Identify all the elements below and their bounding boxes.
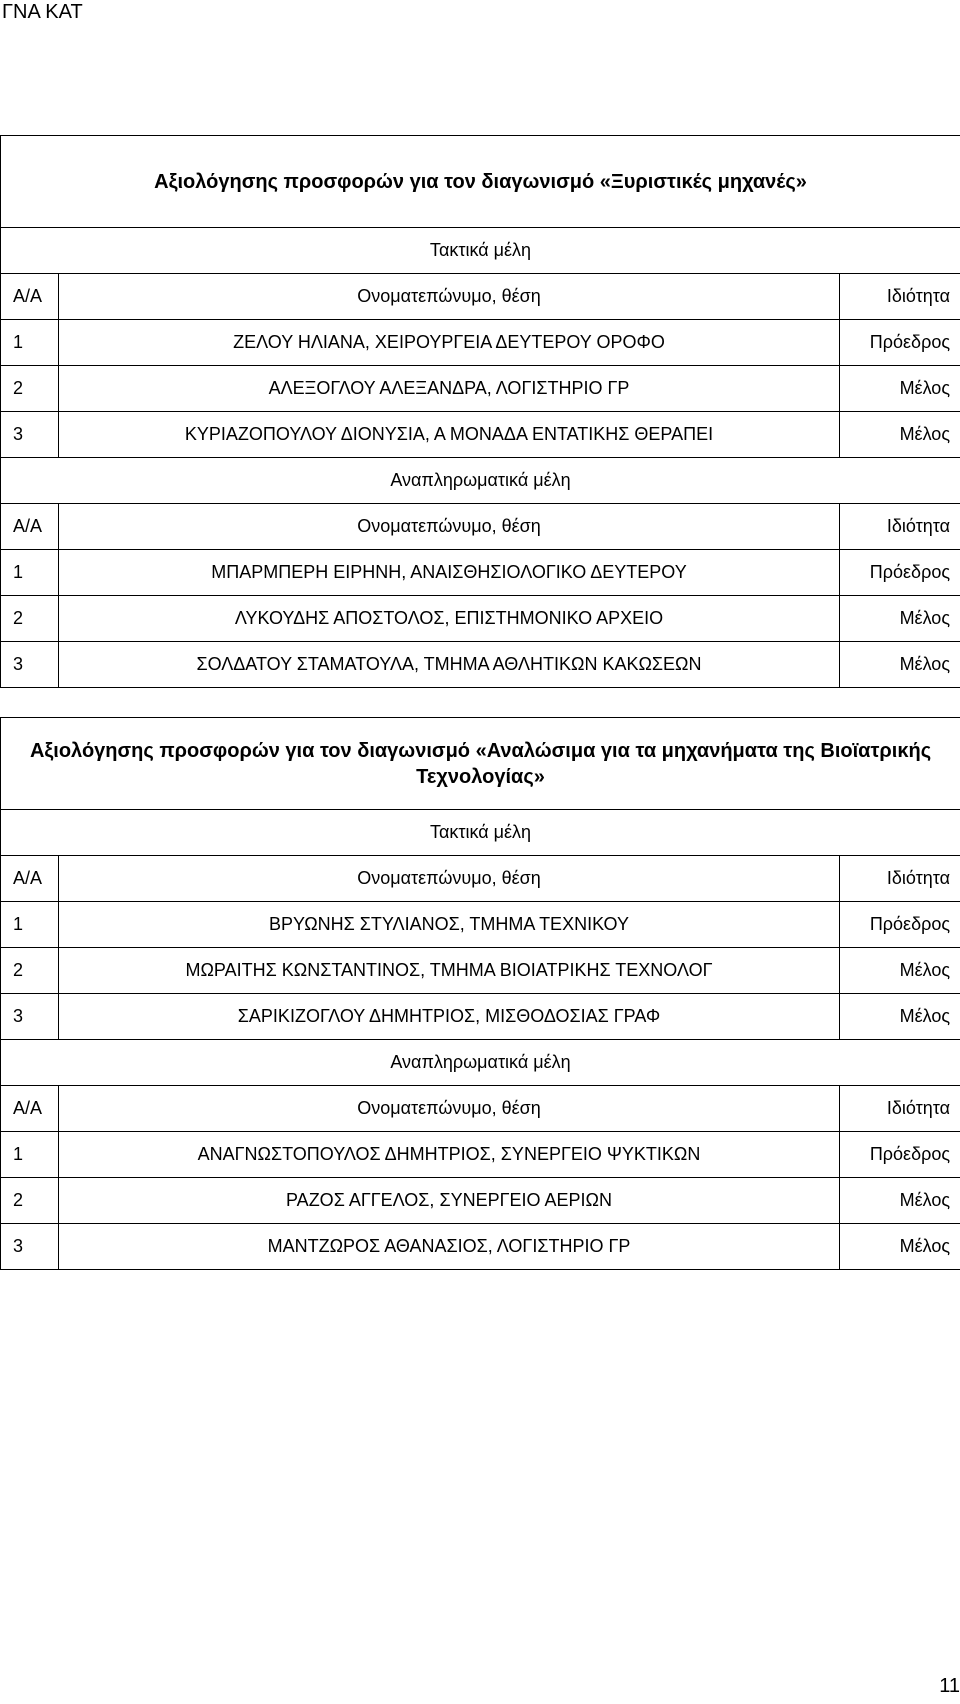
row-number: 3 — [1, 994, 59, 1040]
row-number: 1 — [1, 550, 59, 596]
table-row — [1, 550, 960, 596]
column-header-row — [1, 1086, 960, 1132]
committee-table-2 — [0, 717, 960, 1270]
member-name: ΣΟΛΔΑΤΟΥ ΣΤΑΜΑΤΟΥΛΑ, ΤΜΗΜΑ ΑΘΛΗΤΙΚΩΝ ΚΑΚΩΣΕΩΝ — [59, 642, 840, 688]
column-header-name: Ονοματεπώνυμο, θέση — [59, 504, 840, 550]
section-label-alternate: Αναπληρωματικά μέλη — [1, 1040, 960, 1086]
member-role: Πρόεδρος — [840, 550, 960, 596]
table-row — [1, 642, 960, 688]
row-number: 2 — [1, 1178, 59, 1224]
member-role: Μέλος — [840, 948, 960, 994]
member-role: Μέλος — [840, 642, 960, 688]
table-row — [1, 1132, 960, 1178]
row-number: 1 — [1, 320, 59, 366]
member-role: Πρόεδρος — [840, 1132, 960, 1178]
column-header-row — [1, 504, 960, 550]
table-title: Αξιολόγησης προσφορών για τον διαγωνισμό «Αναλώσιμα για τα μηχανήματα της Βιοϊατρικής Τεχνολογίας» — [1, 718, 960, 810]
member-role: Μέλος — [840, 1178, 960, 1224]
row-number: 2 — [1, 948, 59, 994]
row-number: 3 — [1, 1224, 59, 1270]
column-header-row — [1, 274, 960, 320]
member-role: Μέλος — [840, 366, 960, 412]
page-number: 11 — [939, 1675, 960, 1697]
member-role: Μέλος — [840, 596, 960, 642]
member-name: ΑΛΕΞΟΓΛΟΥ ΑΛΕΞΑΝΔΡΑ, ΛΟΓΙΣΤΗΡΙΟ ΓΡ — [59, 366, 840, 412]
column-header-aa: Α/Α — [1, 856, 59, 902]
row-number: 3 — [1, 412, 59, 458]
column-header-aa: Α/Α — [1, 504, 59, 550]
table-row — [1, 320, 960, 366]
column-header-name: Ονοματεπώνυμο, θέση — [59, 1086, 840, 1132]
column-header-role: Ιδιότητα — [840, 274, 960, 320]
table-row — [1, 1178, 960, 1224]
row-number: 1 — [1, 902, 59, 948]
member-name: ΚΥΡΙΑΖΟΠΟΥΛΟΥ ΔΙΟΝΥΣΙΑ, Α ΜΟΝΑΔΑ ΕΝΤΑΤΙΚΗΣ ΘΕΡΑΠΕΙ — [59, 412, 840, 458]
table-row — [1, 1224, 960, 1270]
member-name: ΒΡΥΩΝΗΣ ΣΤΥΛΙΑΝΟΣ, ΤΜΗΜΑ ΤΕΧΝΙΚΟΥ — [59, 902, 840, 948]
column-header-role: Ιδιότητα — [840, 504, 960, 550]
member-name: ΣΑΡΙΚΙΖΟΓΛΟΥ ΔΗΜΗΤΡΙΟΣ, ΜΙΣΘΟΔΟΣΙΑΣ ΓΡΑΦ — [59, 994, 840, 1040]
column-header-name: Ονοματεπώνυμο, θέση — [59, 856, 840, 902]
column-header-role: Ιδιότητα — [840, 856, 960, 902]
member-role: Πρόεδρος — [840, 320, 960, 366]
document-header: ΓΝΑ ΚΑΤ — [2, 1, 83, 23]
member-name: ΡΑΖΟΣ ΑΓΓΕΛΟΣ, ΣΥΝΕΡΓΕΙΟ ΑΕΡΙΩΝ — [59, 1178, 840, 1224]
column-header-aa: Α/Α — [1, 1086, 59, 1132]
member-role: Μέλος — [840, 994, 960, 1040]
section-label-alternate: Αναπληρωματικά μέλη — [1, 458, 960, 504]
column-header-name: Ονοματεπώνυμο, θέση — [59, 274, 840, 320]
member-name: ΜΑΝΤΖΩΡΟΣ ΑΘΑΝΑΣΙΟΣ, ΛΟΓΙΣΤΗΡΙΟ ΓΡ — [59, 1224, 840, 1270]
row-number: 3 — [1, 642, 59, 688]
committee-table-1 — [0, 135, 960, 688]
member-name: ΜΠΑΡΜΠΕΡΗ ΕΙΡΗΝΗ, ΑΝΑΙΣΘΗΣΙΟΛΟΓΙΚΟ ΔΕΥΤΕΡΟΥ — [59, 550, 840, 596]
column-header-role: Ιδιότητα — [840, 1086, 960, 1132]
row-number: 1 — [1, 1132, 59, 1178]
member-name: ΑΝΑΓΝΩΣΤΟΠΟΥΛΟΣ ΔΗΜΗΤΡΙΟΣ, ΣΥΝΕΡΓΕΙΟ ΨΥΚΤΙΚΩΝ — [59, 1132, 840, 1178]
table-row — [1, 902, 960, 948]
row-number: 2 — [1, 366, 59, 412]
section-label-regular: Τακτικά μέλη — [1, 228, 960, 274]
member-role: Πρόεδρος — [840, 902, 960, 948]
table-row — [1, 994, 960, 1040]
column-header-aa: Α/Α — [1, 274, 59, 320]
member-name: ΜΩΡΑΙΤΗΣ ΚΩΝΣΤΑΝΤΙΝΟΣ, ΤΜΗΜΑ ΒΙΟΙΑΤΡΙΚΗΣ ΤΕΧΝΟΛΟΓ — [59, 948, 840, 994]
table-row — [1, 366, 960, 412]
column-header-row — [1, 856, 960, 902]
section-label-regular: Τακτικά μέλη — [1, 810, 960, 856]
table-row — [1, 948, 960, 994]
member-name: ΛΥΚΟΥΔΗΣ ΑΠΟΣΤΟΛΟΣ, ΕΠΙΣΤΗΜΟΝΙΚΟ ΑΡΧΕΙΟ — [59, 596, 840, 642]
table-title: Αξιολόγησης προσφορών για τον διαγωνισμό «Ξυριστικές μηχανές» — [1, 136, 960, 228]
table-row — [1, 596, 960, 642]
member-name: ΖΕΛΟΥ ΗΛΙΑΝΑ, ΧΕΙΡΟΥΡΓΕΙΑ ΔΕΥΤΕΡΟΥ ΟΡΟΦΟ — [59, 320, 840, 366]
member-role: Μέλος — [840, 412, 960, 458]
table-row — [1, 412, 960, 458]
member-role: Μέλος — [840, 1224, 960, 1270]
row-number: 2 — [1, 596, 59, 642]
